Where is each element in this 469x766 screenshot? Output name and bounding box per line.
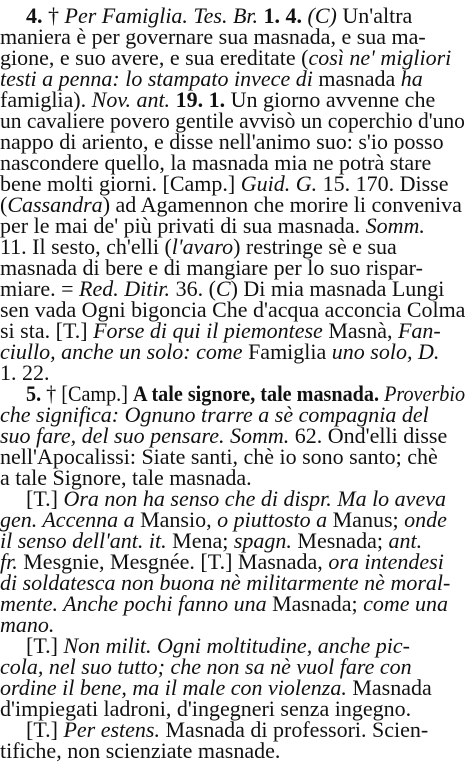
- text-segment: uno solo, D.: [331, 339, 440, 364]
- text-line: [0, 739, 280, 763]
- text-segment: Mena;: [172, 528, 234, 553]
- text-segment: (: [0, 192, 8, 217]
- text-segment: si sta. [T.]: [0, 318, 94, 343]
- text-segment: Manus;: [332, 507, 405, 532]
- text-segment: bene molti giorni. [Camp.]: [0, 171, 241, 196]
- text-line: [0, 340, 439, 364]
- text-segment: Ora non ha senso che di dispr. Ma lo aveva: [63, 486, 446, 511]
- text-segment: [T.]: [26, 717, 64, 742]
- text-segment: (C): [307, 3, 343, 28]
- text-segment: spagn.: [233, 528, 298, 553]
- text-segment: nell'Apocalissi: Siate santi, chè io sono santo; chè: [0, 444, 438, 469]
- text-segment: nascondere quello, la masnada mia ne potrà stare: [0, 150, 432, 175]
- text-segment: ) Di mia masnada Lungi: [230, 276, 445, 301]
- text-segment: 1. 22.: [0, 360, 50, 385]
- text-segment: Red. Ditir.: [79, 276, 176, 301]
- text-segment: testi a penna: lo stampato invece di: [0, 66, 319, 91]
- text-segment: 62. Ond'elli disse: [294, 423, 448, 448]
- text-segment: miare. =: [0, 276, 79, 301]
- text-segment: come una: [363, 591, 449, 616]
- text-segment: Masnà,: [328, 318, 398, 343]
- text-segment: Guid. G.: [240, 171, 323, 196]
- text-segment: che significa: Ognuno trarre a sè compagnia del: [0, 402, 429, 427]
- text-segment: di soldatesca non buona nè militarmente nè moral-: [0, 570, 451, 595]
- text-segment: gione, e suo avere, e sua ereditate (: [0, 45, 309, 70]
- text-segment: 5.: [26, 381, 47, 406]
- text-segment: un cavaliere povero gentile avvisò un coperchio d'uno: [0, 108, 465, 133]
- text-segment: tifiche, non scienziate masnade.: [0, 738, 281, 763]
- text-segment: o piuttosto a: [217, 507, 333, 532]
- text-segment: d'impiegati ladroni, d'ingegneri senza ingegno.: [0, 696, 412, 721]
- text-segment: C: [215, 276, 231, 301]
- text-segment: così ne' migliori: [308, 45, 452, 70]
- text-segment: Masnada di professori. Scien-: [165, 717, 429, 742]
- text-segment: †: [48, 3, 65, 28]
- text-segment: ) ad Agamennon che morire li conveniva: [102, 192, 462, 217]
- text-segment: Un'altra: [342, 3, 413, 28]
- text-segment: ordine il bene, ma il male con violenza.: [0, 675, 353, 700]
- text-segment: Per estens.: [63, 717, 166, 742]
- text-segment: 1. 4.: [263, 3, 308, 28]
- text-segment: suo fare, del suo pensare.: [0, 423, 230, 448]
- text-segment: ) restringe sè e sua: [233, 234, 397, 259]
- text-segment: a tale Signore, tale masnada.: [0, 465, 252, 490]
- text-segment: Somm.: [365, 213, 425, 238]
- text-segment: Mesnada;: [297, 528, 389, 553]
- text-segment: Famiglia: [248, 339, 332, 364]
- text-segment: Un giorno avvenne che: [230, 87, 436, 112]
- text-segment: cola, nel suo tutto; che non sa nè vuol fare con: [0, 654, 412, 679]
- text-segment: mano.: [0, 612, 55, 637]
- text-segment: gen. Accenna a: [0, 507, 141, 532]
- text-segment: onde: [404, 507, 447, 532]
- text-segment: masnada di bere e di mangiare per lo suo rispar-: [0, 255, 423, 280]
- text-segment: sen vada Ogni bigoncia Che d'acqua acconcia Colma: [0, 297, 466, 322]
- text-segment: l'avaro: [171, 234, 234, 259]
- text-segment: Mesgnie, Mesgnée. [T.] Masnada,: [23, 549, 329, 574]
- text-segment: [T.]: [26, 486, 64, 511]
- text-segment: nappo di ariento, e disse nell'animo suo: s'io posso: [0, 129, 444, 154]
- text-segment: masnada: [318, 66, 401, 91]
- text-segment: 11. Il sesto, ch'elli (: [0, 234, 172, 259]
- text-segment: 36. (: [175, 276, 216, 301]
- text-segment: ha: [400, 66, 423, 91]
- text-segment: Fan-: [397, 318, 441, 343]
- text-segment: † [Camp.]: [46, 381, 133, 406]
- text-segment: 19. 1.: [175, 87, 231, 112]
- text-segment: ciullo, anche un solo: come: [0, 339, 249, 364]
- text-segment: Forse di qui il piemontese: [93, 318, 329, 343]
- text-segment: 4.: [26, 3, 48, 28]
- text-segment: mente. Anche pochi fanno una: [0, 591, 273, 616]
- text-segment: Cassandra: [7, 192, 103, 217]
- text-segment: Proverbio: [384, 381, 466, 406]
- text-segment: 15. 170.: [322, 171, 400, 196]
- text-segment: Non milit. Ogni moltitudine, anche pic-: [63, 633, 410, 658]
- text-segment: per le mai de' più privati di sua masnada.: [0, 213, 366, 238]
- text-segment: Nov. ant.: [91, 87, 176, 112]
- text-segment: [T.]: [26, 633, 64, 658]
- text-segment: il senso dell'ant. it.: [0, 528, 173, 553]
- text-segment: ant.: [388, 528, 423, 553]
- text-line: [0, 592, 448, 616]
- text-segment: ora intendesi: [328, 549, 444, 574]
- text-segment: Masnada;: [272, 591, 364, 616]
- text-segment: Somm.: [229, 423, 295, 448]
- text-segment: famiglia).: [0, 87, 92, 112]
- text-segment: Per Famiglia. Tes. Br.: [64, 3, 264, 28]
- text-segment: A tale signore, tale masnada.: [132, 381, 385, 406]
- text-segment: fr.: [0, 549, 24, 574]
- text-segment: Mansio,: [140, 507, 218, 532]
- text-segment: maniera è per governare sua masnada, e sua ma-: [0, 24, 426, 49]
- text-segment: Disse: [399, 171, 449, 196]
- text-segment: Masnada: [352, 675, 432, 700]
